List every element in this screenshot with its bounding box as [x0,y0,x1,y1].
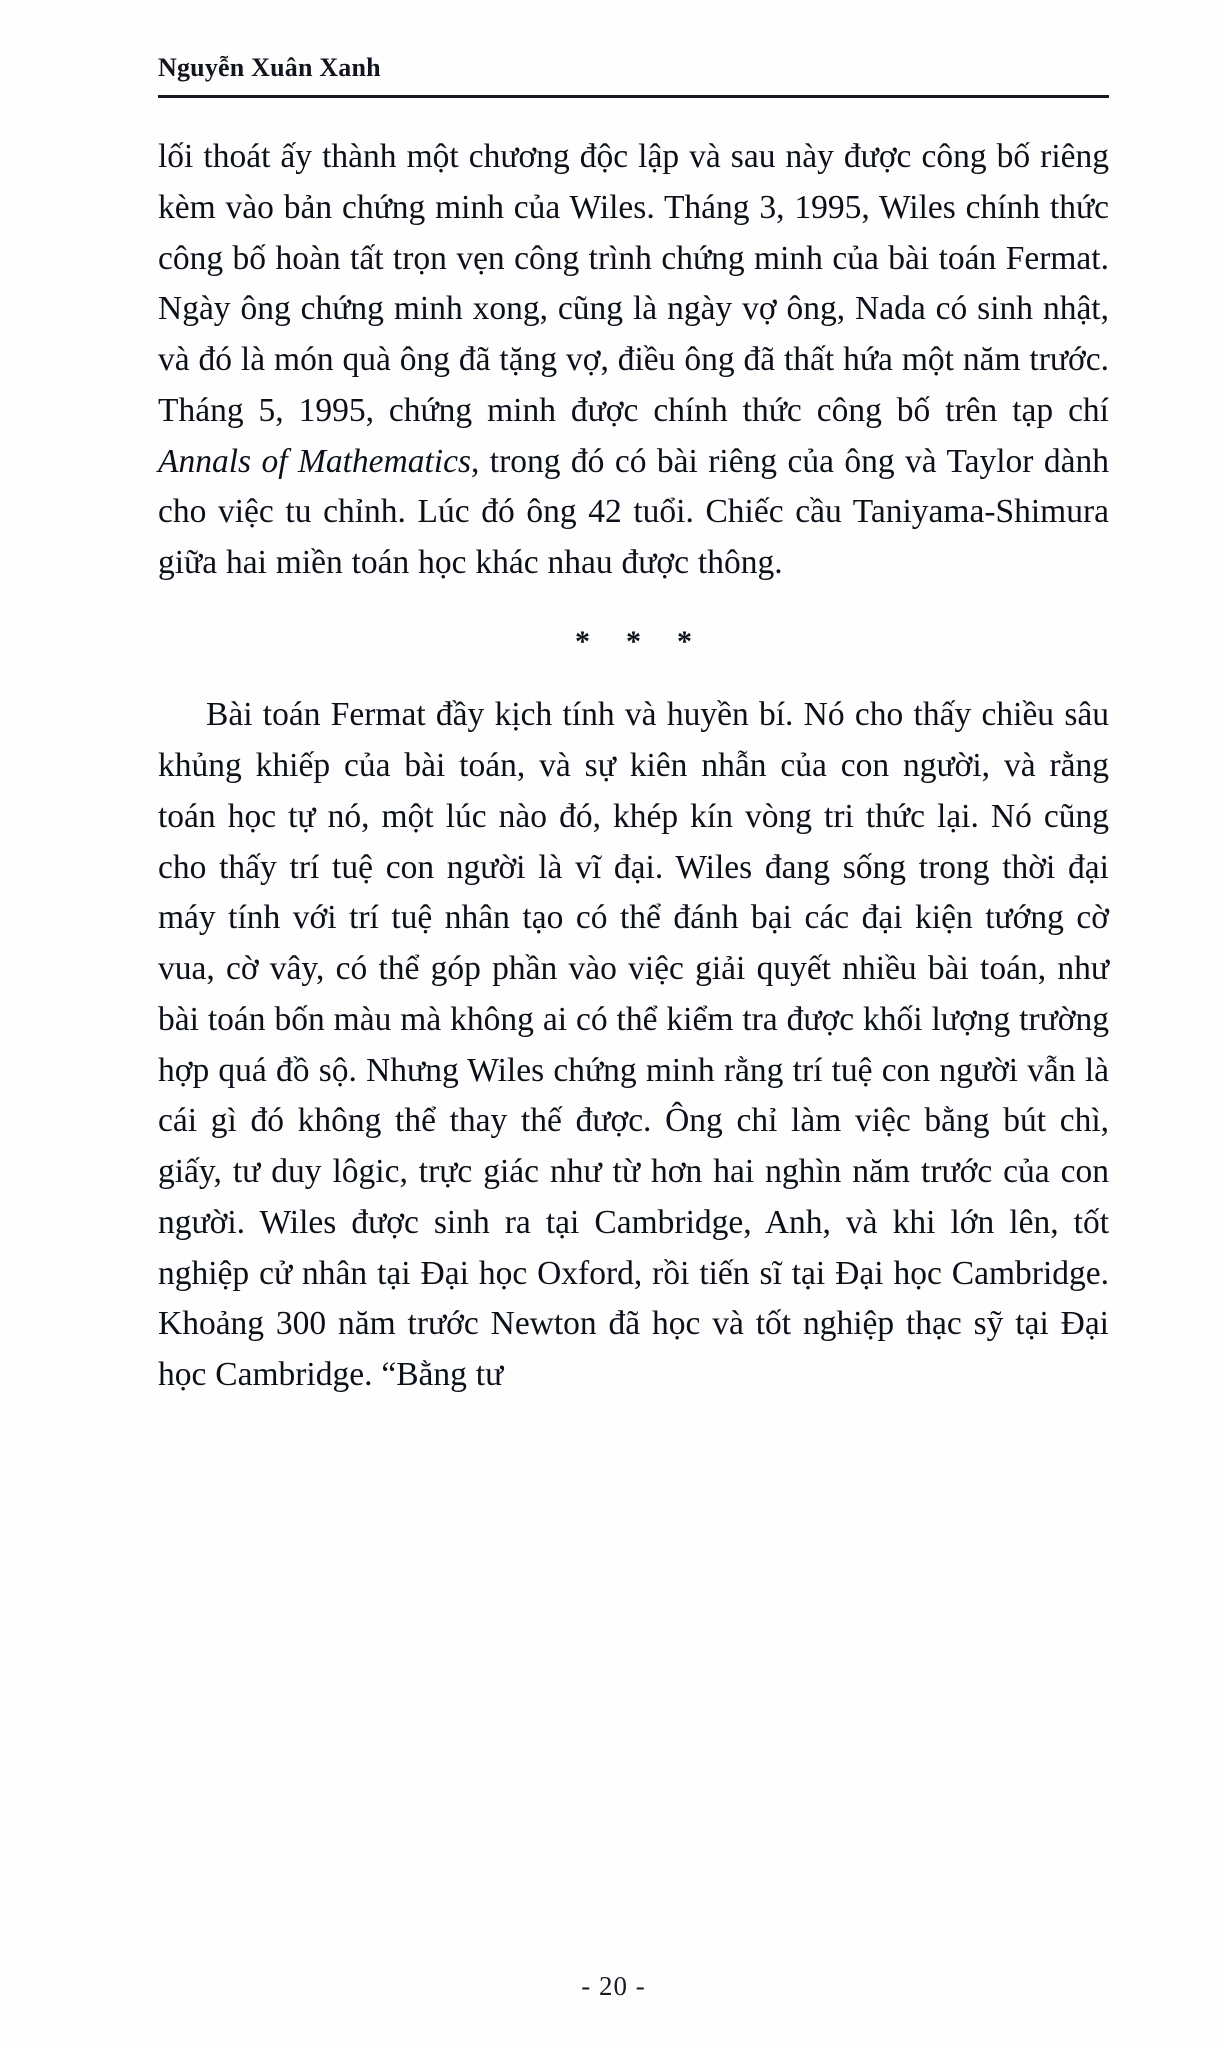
journal-title-italic: Annals of Mathematics [158,442,471,480]
paragraph-1-text-before-title: lối thoát ấy thành một chương độc lập và sau này được công bố riêng kèm vào bản chứng minh của Wiles. Tháng 3, 1995, Wiles chính thức công bố hoàn tất trọn vẹn công trình chứng minh của bài toán Fermat. Ngày ông chứng minh xong, cũng là ngày vợ ông, Nada có sinh nhật, và đó là món quà ông đã tặng vợ, điều ông đã thất hứa một năm trước. Tháng 5, 1995, chứng minh được chính thức công bố trên tạp chí [158,138,1109,429]
page-content-area [158,52,1109,1401]
paragraph-1-text-after-title: , trong đó có bài riêng của ông và Taylor dành cho việc tu chỉnh. Lúc đó ông 42 tuổi. Chiếc cầu Taniyama-Shimura giữa hai miền toán học khác nhau được thông. [158,442,1109,582]
page-number-folio: - 20 - [581,1971,646,2001]
paragraph-2: Bài toán Fermat đầy kịch tính và huyền bí. Nó cho thấy chiều sâu khủng khiếp của bài toán, và sự kiên nhẫn của con người, và rằng toán học tự nó, một lúc nào đó, khép kín vòng tri thức lại. Nó cũng cho thấy trí tuệ con người là vĩ đại. Wiles đang sống trong thời đại máy tính với trí tuệ nhân tạo có thể đánh bại các đại kiện tướng cờ vua, cờ vây, có thể góp phần vào việc giải quyết nhiều bài toán, như bài toán bốn màu mà không ai có thể kiểm tra được khối lượng trường hợp quá đồ sộ. Nhưng Wiles chứng minh rằng trí tuệ con người vẫn là cái gì đó không thể thay thế được. Ông chỉ làm việc bằng bút chì, giấy, tư duy lôgic, trực giác như từ hơn hai nghìn năm trước của con người. Wiles được sinh ra tại Cambridge, Anh, và khi lớn lên, tốt nghiệp cử nhân tại Đại học Oxford, rồi tiến sĩ tại Đại học Cambridge. Khoảng 300 năm trước Newton đã học và tốt nghiệp thạc sỹ tại Đại học Cambridge. “Bằng tư [158,696,1109,1394]
section-break-asterisks: * * * [575,624,706,658]
body-text-block [158,132,1109,1401]
header-divider-rule [158,95,1109,98]
paragraph-continuation [158,132,1109,589]
running-head-author: Nguyễn Xuân Xanh [158,53,381,82]
